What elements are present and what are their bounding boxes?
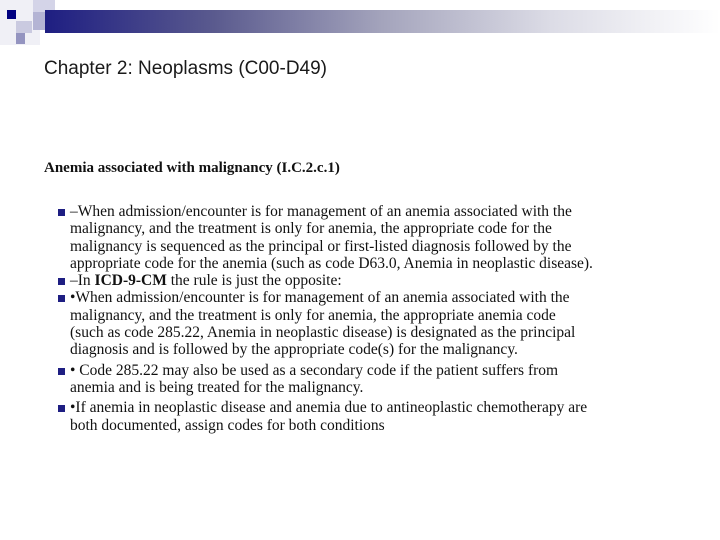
item-text: malignancy, and the treatment is only for anemia, the appropriate code for the xyxy=(70,220,552,238)
list-item xyxy=(58,203,718,272)
item-text xyxy=(70,272,718,289)
square-bullet-icon xyxy=(58,295,65,302)
item-text: •If anemia in neoplastic disease and anemia due to antineoplastic chemotherapy are xyxy=(70,399,588,417)
item-prefix: –In xyxy=(70,272,95,290)
decor-square xyxy=(7,10,16,19)
item-suffix: the rule is just the opposite: xyxy=(166,272,342,290)
list-item xyxy=(58,362,718,397)
decor-square xyxy=(16,21,32,33)
item-text: –When admission/encounter is for management of an anemia associated with the xyxy=(70,203,572,220)
section-subtitle: Anemia associated with malignancy (I.C.2.c.1) xyxy=(44,160,340,176)
item-text: diagnosis and is followed by the appropriate code(s) for the malignancy. xyxy=(70,341,518,359)
item-text: malignancy, and the treatment is only for anemia, the appropriate anemia code xyxy=(70,306,556,324)
list-item xyxy=(58,289,718,358)
list-item xyxy=(58,399,718,434)
slide-title: Chapter 2: Neoplasms (C00-D49) xyxy=(44,58,328,79)
square-bullet-icon xyxy=(58,278,65,285)
item-bold-term: ICD-9-CM xyxy=(94,272,167,290)
item-text: both documented, assign codes for both conditions xyxy=(70,416,385,434)
decor-square xyxy=(16,33,25,44)
item-text: appropriate code for the anemia (such as code D63.0, Anemia in neoplastic disease). xyxy=(70,254,593,272)
header-gradient-bar-overlay xyxy=(45,10,720,33)
square-bullet-icon xyxy=(58,209,65,216)
item-text: (such as code 285.22, Anemia in neoplastic disease) is designated as the principal xyxy=(70,324,576,342)
list-item xyxy=(58,272,718,289)
item-text: malignancy is sequenced as the principal or first-listed diagnosis followed by the xyxy=(70,237,572,255)
item-text: • Code 285.22 may also be used as a secondary code if the patient suffers from xyxy=(70,361,559,379)
square-bullet-icon xyxy=(58,405,65,412)
bullet-list xyxy=(58,203,718,434)
item-text: anemia and is being treated for the malignancy. xyxy=(70,378,364,396)
square-bullet-icon xyxy=(58,368,65,375)
item-text: •When admission/encounter is for management of an anemia associated with the xyxy=(70,289,570,307)
